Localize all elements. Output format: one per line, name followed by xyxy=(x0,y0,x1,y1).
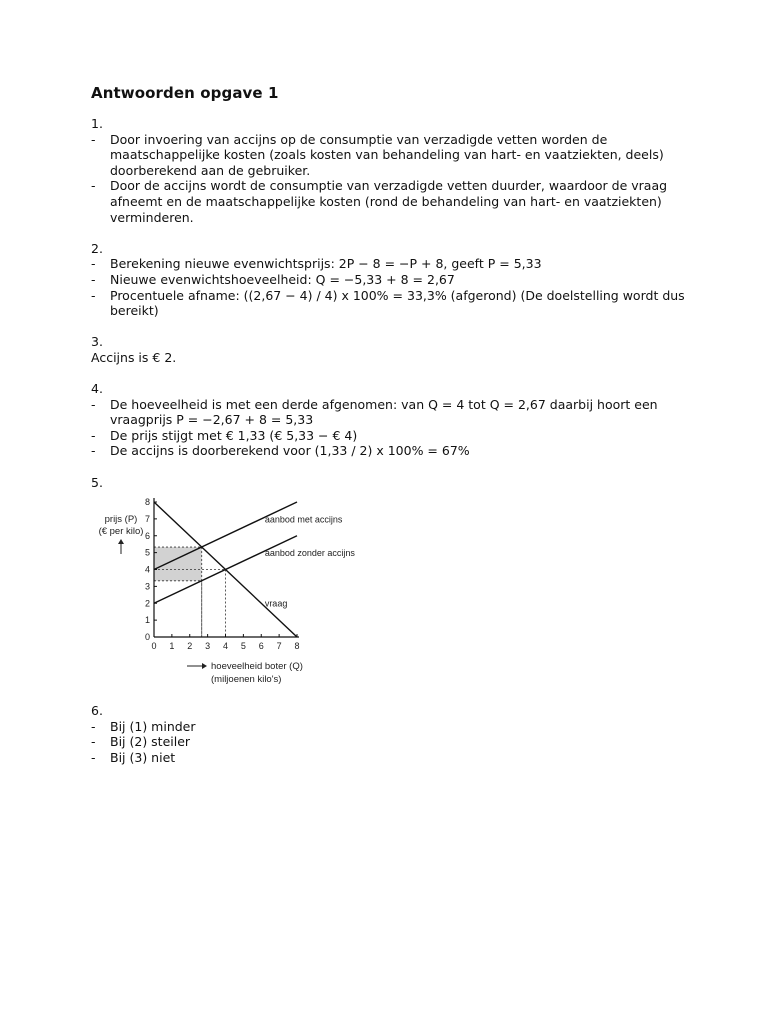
y-tick-label: 6 xyxy=(144,531,150,541)
chart-svg xyxy=(91,494,391,690)
list-item: - Door invoering van accijns op de consumptie van verzadigde vetten worden de maatschappelijke kosten (zoals kosten van behandeling van hart- en vaatziekten, deels) doorberekend aan de gebruiker. xyxy=(91,132,691,179)
answer-6 xyxy=(91,703,691,765)
y-tick-label: 7 xyxy=(144,514,150,525)
x-tick-label: 3 xyxy=(205,641,211,652)
document-title: Antwoorden opgave 1 xyxy=(91,84,279,102)
y-tick-label: 2 xyxy=(144,598,150,609)
list-item: - De accijns is doorberekend voor (1,33 / 2) x 100% = 67% xyxy=(91,443,691,459)
x-axis-unit: (miljoenen kilo's) xyxy=(211,674,282,686)
answer-number: 4. xyxy=(91,381,103,397)
answer-list xyxy=(91,256,691,318)
list-item: - De hoeveelheid is met een derde afgenomen: van Q = 4 tot Q = 2,67 daarbij hoort een vraagprijs P = −2,67 + 8 = 5,33 xyxy=(91,397,691,428)
answer-number: 1. xyxy=(91,116,103,131)
list-item: - Procentuele afname: ((2,67 − 4) / 4) x 100% = 33,3% (afgerond) (De doelstelling wordt dus bereikt) xyxy=(91,288,691,319)
list-item: - Bij (1) minder xyxy=(91,719,691,735)
x-axis-label: hoeveelheid boter (Q) xyxy=(211,661,303,673)
series-label: aanbod zonder accijns xyxy=(264,548,355,559)
answer-list xyxy=(91,397,691,459)
list-item: - Door de accijns wordt de consumptie van verzadigde vetten duurder, waardoor de vraag afneemt en de maatschappelijke kosten (rond de behandeling van hart- en vaatziekten) verminderen. xyxy=(91,178,691,225)
y-tick-label: 4 xyxy=(144,564,150,575)
y-tick-label: 0 xyxy=(144,632,150,643)
list-item: - Bij (3) niet xyxy=(91,750,691,766)
x-tick-label: 2 xyxy=(187,641,193,652)
x-tick-label: 6 xyxy=(258,641,264,652)
y-tick-label: 3 xyxy=(144,581,150,592)
list-item: - Bij (2) steiler xyxy=(91,734,691,750)
answer-number: 2. xyxy=(91,240,103,256)
answer-list xyxy=(91,132,691,226)
x-tick-label: 7 xyxy=(276,641,282,652)
answer-1 xyxy=(91,116,691,225)
series-label: aanbod met accijns xyxy=(264,514,343,525)
y-axis-unit: (€ per kilo) xyxy=(98,526,144,538)
list-item: - Nieuwe evenwichtshoeveelheid: Q = −5,33 + 8 = 2,67 xyxy=(91,272,691,288)
series-line xyxy=(154,502,297,570)
x-axis-arrow xyxy=(187,663,207,669)
answer-text: Accijns is € 2. xyxy=(91,349,177,365)
x-tick-label: 0 xyxy=(151,641,157,652)
x-tick-label: 1 xyxy=(169,641,175,652)
x-tick-label: 5 xyxy=(240,641,246,652)
shaded-area xyxy=(154,547,202,581)
list-item: - Berekening nieuwe evenwichtsprijs: 2P − 8 = −P + 8, geeft P = 5,33 xyxy=(91,256,691,272)
y-tick-label: 1 xyxy=(144,615,150,626)
x-tick-label: 8 xyxy=(294,641,300,652)
answer-4 xyxy=(91,381,691,459)
answer-number: 3. xyxy=(91,334,103,350)
series-label: vraag xyxy=(264,598,288,609)
answer-list xyxy=(91,719,691,766)
y-tick-label: 8 xyxy=(144,497,150,508)
answer-number: 5. xyxy=(91,474,103,490)
answers-body xyxy=(91,116,691,781)
answer-number: 6. xyxy=(91,703,103,719)
y-tick-label: 5 xyxy=(144,547,150,558)
supply-demand-chart xyxy=(91,494,691,690)
answer-5 xyxy=(91,475,691,691)
answer-3 xyxy=(91,334,691,365)
list-item: - De prijs stijgt met € 1,33 (€ 5,33 − € 4) xyxy=(91,428,691,444)
y-axis-arrow xyxy=(118,539,124,554)
x-tick-label: 4 xyxy=(222,641,229,652)
answer-2 xyxy=(91,241,691,319)
y-axis-label: prijs (P) xyxy=(104,514,138,526)
